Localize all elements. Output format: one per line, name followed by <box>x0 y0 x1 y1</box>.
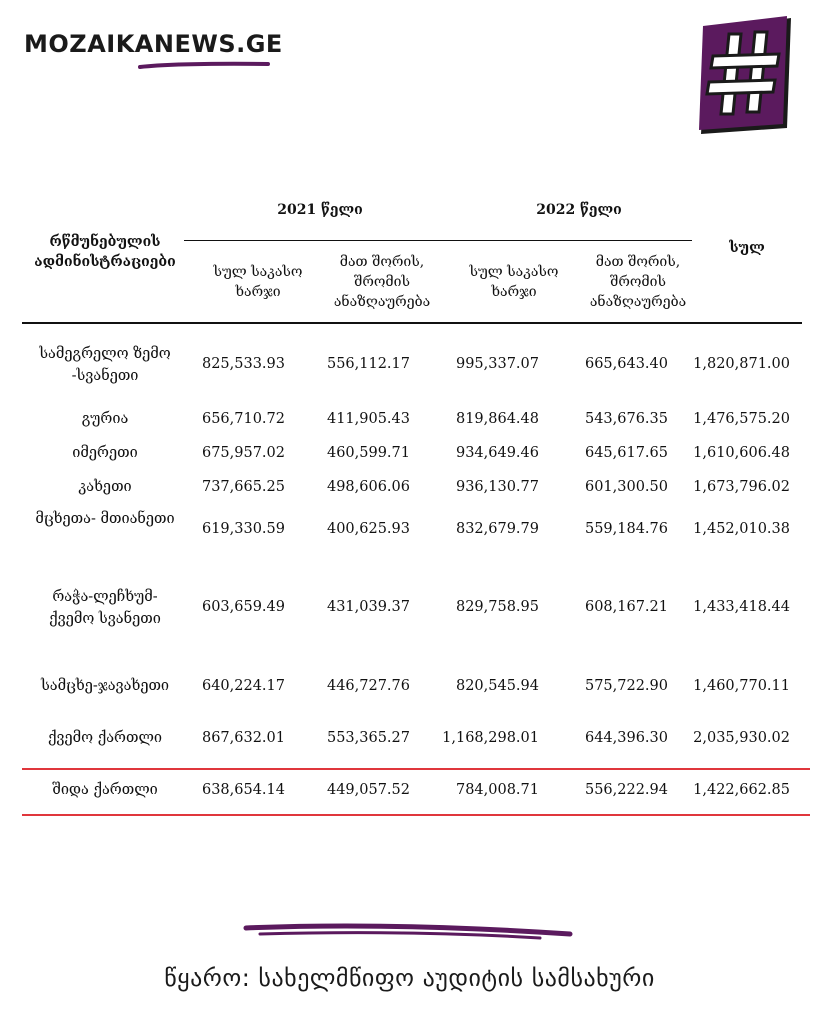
table-cell: 784,008.71 <box>455 782 539 798</box>
table-row-name: რაჭა-ლეჩხუმ- ქვემო სვანეთი <box>49 589 161 627</box>
table-row-name: გურია <box>81 411 129 427</box>
table-cell: 737,665.25 <box>201 479 285 495</box>
table-cell: 575,722.90 <box>584 678 668 694</box>
source-caption: წყარო: სახელმწიფო აუდიტის სამსახური <box>164 964 655 992</box>
table-row-name: ქვემო ქართლი <box>47 730 163 746</box>
table-row-name: მცხეთა- მთიანეთი <box>35 511 175 527</box>
table-cell: 832,679.79 <box>455 521 539 537</box>
footer-brush-stroke <box>240 918 580 948</box>
table-cell: 556,112.17 <box>326 356 410 372</box>
table-cell: 556,222.94 <box>584 782 668 798</box>
table-cell: 867,632.01 <box>201 730 285 746</box>
table-cell: 936,130.77 <box>455 479 539 495</box>
table-cell: 1,673,796.02 <box>693 479 790 495</box>
table-cell: 559,184.76 <box>584 521 668 537</box>
table-cell: 1,610,606.48 <box>693 445 790 461</box>
table-cell: 400,625.93 <box>326 521 410 537</box>
table-cell: 825,533.93 <box>201 356 285 372</box>
table-cell: 644,396.30 <box>584 730 668 746</box>
table-cell: 446,727.76 <box>326 678 410 694</box>
table-cell: 656,710.72 <box>201 411 285 427</box>
table-cell: 1,460,770.11 <box>693 678 790 694</box>
table-cell: 819,864.48 <box>455 411 539 427</box>
highlight-top-line <box>22 768 810 770</box>
column-header-2022: 2022 წელი <box>536 202 622 218</box>
table-cell: 638,654.14 <box>201 782 285 798</box>
table-cell: 1,476,575.20 <box>693 411 790 427</box>
header-bottom-line <box>22 322 802 324</box>
table-cell: 431,039.37 <box>326 599 410 615</box>
brand-name: MOZAIKANEWS.GE <box>24 30 283 58</box>
table-cell: 553,365.27 <box>326 730 410 746</box>
table-cell: 608,167.21 <box>584 599 668 615</box>
year-divider-line <box>184 240 692 241</box>
column-header-admin: რწმუნებულის ადმინისტრაციები <box>34 234 176 270</box>
table-cell: 1,452,010.38 <box>693 521 790 537</box>
hash-icon <box>699 16 795 136</box>
brand-underline-stroke <box>138 60 270 72</box>
table-cell: 995,337.07 <box>455 356 539 372</box>
table-cell: 543,676.35 <box>584 411 668 427</box>
table-cell: 449,057.52 <box>326 782 410 798</box>
table-cell: 2,035,930.02 <box>693 730 790 746</box>
table-cell: 1,820,871.00 <box>693 356 790 372</box>
table-cell: 1,422,662.85 <box>693 782 790 798</box>
column-header-total: სულ <box>729 240 765 256</box>
table-cell: 411,905.43 <box>326 411 410 427</box>
table-cell: 640,224.17 <box>201 678 285 694</box>
table-row-name: სამეგრელო ზემო -სვანეთი <box>39 346 171 384</box>
table-cell: 665,643.40 <box>584 356 668 372</box>
table-cell: 934,649.46 <box>455 445 539 461</box>
table-cell: 601,300.50 <box>584 479 668 495</box>
table-cell: 1,168,298.01 <box>442 730 539 746</box>
table-cell: 498,606.06 <box>326 479 410 495</box>
subheader-2022-total-cash: სულ საკასო ხარჯი <box>469 264 559 300</box>
table-row-name: კახეთი <box>78 479 132 495</box>
table-cell: 820,545.94 <box>455 678 539 694</box>
table-cell: 460,599.71 <box>326 445 410 461</box>
table-row-name: იმერეთი <box>72 445 138 461</box>
subheader-2021-wages: მათ შორის, შრომის ანაზღაურება <box>333 254 431 310</box>
table-cell: 675,957.02 <box>201 445 285 461</box>
table-row-name-highlighted: შიდა ქართლი <box>52 782 158 798</box>
table-cell: 603,659.49 <box>201 599 285 615</box>
table-cell: 645,617.65 <box>584 445 668 461</box>
subheader-2021-total-cash: სულ საკასო ხარჯი <box>213 264 303 300</box>
table-row-name: სამცხე-ჯავახეთი <box>40 678 170 694</box>
column-header-2021: 2021 წელი <box>277 202 363 218</box>
table-cell: 619,330.59 <box>201 521 285 537</box>
table-cell: 1,433,418.44 <box>693 599 790 615</box>
highlight-bottom-line <box>22 814 810 816</box>
subheader-2022-wages: მათ შორის, შრომის ანაზღაურება <box>589 254 687 310</box>
table-cell: 829,758.95 <box>455 599 539 615</box>
